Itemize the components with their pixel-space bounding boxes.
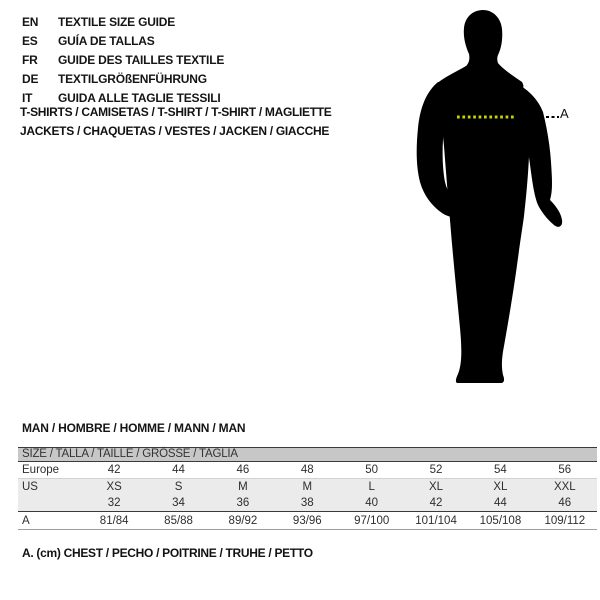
language-label: GUIDE DES TAILLES TEXTILE — [58, 52, 225, 67]
table-row-chest-a — [18, 512, 597, 530]
table-cell: 56 — [558, 464, 572, 476]
section-title: MAN / HOMBRE / HOMME / MANN / MAN — [22, 421, 246, 435]
list-item — [22, 12, 224, 31]
language-label: GUÍA DE TALLAS — [58, 33, 155, 48]
table-cell: XS — [106, 481, 122, 493]
table-cell: 105/108 — [479, 514, 522, 527]
language-code: IT — [22, 90, 33, 105]
table-row-europe — [18, 462, 597, 479]
table-cell: 97/100 — [354, 514, 390, 527]
language-label: TEXTILGRÖßENFÜHRUNG — [58, 71, 207, 86]
man-silhouette — [410, 6, 570, 390]
language-code: FR — [22, 52, 38, 67]
language-list — [22, 12, 224, 107]
table-cell: 52 — [429, 464, 443, 476]
table-cell: 42 — [429, 497, 443, 509]
table-cell: 109/112 — [544, 514, 586, 527]
table-cell: XL — [493, 481, 508, 493]
table-cell: 85/88 — [164, 514, 193, 527]
table-cell: 93/96 — [292, 514, 322, 527]
row-label: US — [22, 481, 38, 493]
language-label: GUIDA ALLE TAGLIE TESSILI — [58, 90, 221, 105]
table-cell: 48 — [300, 464, 314, 476]
table-row-us — [18, 479, 597, 495]
table-cell: 40 — [365, 497, 379, 509]
table-row-numeric — [18, 495, 597, 512]
category-lines — [20, 103, 332, 140]
language-label: TEXTILE SIZE GUIDE — [58, 14, 176, 29]
size-table-header: SIZE / TALLA / TAILLE / GRÖSSE / TAGLIA — [18, 447, 597, 462]
table-cell: 46 — [558, 497, 572, 509]
table-cell: L — [368, 481, 375, 493]
row-label: A — [22, 514, 30, 527]
table-cell: M — [238, 481, 248, 493]
list-item — [22, 31, 224, 50]
table-cell: 101/104 — [415, 514, 457, 527]
table-cell: S — [174, 481, 183, 493]
table-cell: 54 — [494, 464, 507, 476]
category-line-jackets: JACKETS / CHAQUETAS / VESTES / JACKEN / GIACCHE — [20, 123, 330, 138]
table-cell: 46 — [236, 464, 250, 476]
table-cell: 44 — [172, 464, 185, 476]
table-cell: 32 — [107, 497, 121, 509]
table-cell: XXL — [553, 481, 576, 493]
table-cell: 44 — [494, 497, 507, 509]
language-code: DE — [22, 71, 39, 86]
table-cell: 89/92 — [228, 514, 258, 527]
category-line-tshirts: T-SHIRTS / CAMISETAS / T-SHIRT / T-SHIRT / MAGLIETTE — [20, 105, 332, 119]
language-code: EN — [22, 14, 39, 29]
table-cell: 38 — [300, 497, 314, 509]
measurement-footnote: A. (cm) CHEST / PECHO / POITRINE / TRUHE / PETTO — [22, 546, 313, 560]
measurement-label-a: A — [560, 106, 569, 121]
table-cell: M — [302, 481, 313, 493]
language-code: ES — [22, 33, 38, 48]
table-cell: 42 — [107, 464, 121, 476]
list-item — [22, 69, 224, 88]
list-item — [22, 50, 224, 69]
table-cell: 50 — [365, 464, 379, 476]
table-cell: 36 — [236, 497, 250, 509]
table-cell: XL — [429, 481, 444, 493]
size-table — [18, 447, 597, 530]
table-cell: 34 — [172, 497, 185, 509]
table-cell: 81/84 — [99, 514, 129, 527]
row-label: Europe — [22, 464, 60, 476]
